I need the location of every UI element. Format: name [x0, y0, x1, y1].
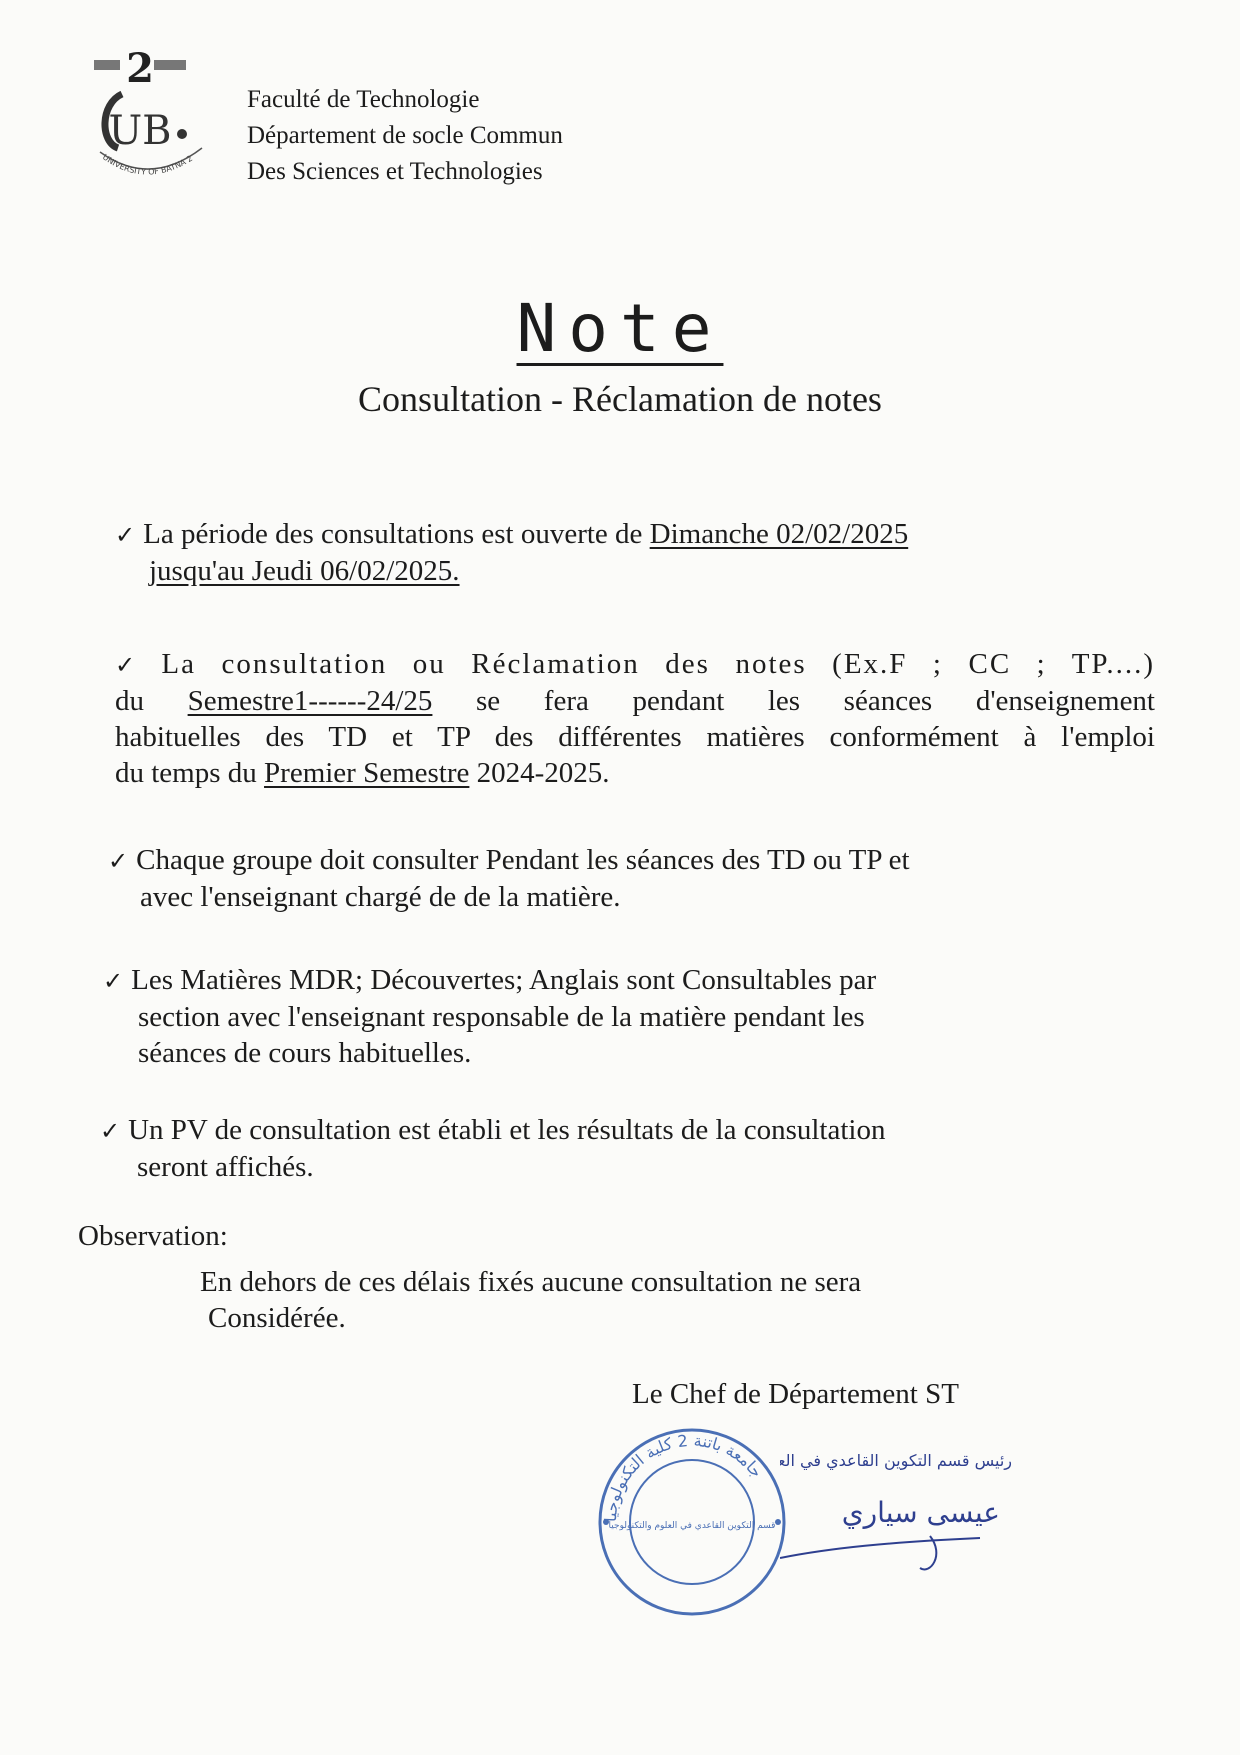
- list-item-pv: ✓ Un PV de consultation est établi et les résultats de la consultation seront affichés.: [100, 1114, 886, 1183]
- list-item-subjects: ✓ Les Matières MDR; Découvertes; Anglais sont Consultables par section avec l'enseignant responsable de la matière pendant les séances de cours habituelles.: [103, 964, 877, 1069]
- observation-text: En dehors de ces délais fixés aucune consultation ne sera Considérée.: [200, 1266, 862, 1334]
- page-subtitle: Consultation - Réclamation de notes: [358, 379, 882, 419]
- svg-text:UNIVERSITY OF BATNA 2: UNIVERSITY OF BATNA 2: [100, 152, 195, 177]
- stamp-center-text: قسم التكوين القاعدي في العلوم والتكنولوجيا: [608, 1521, 776, 1531]
- signatory-role: Le Chef de Département ST: [632, 1378, 959, 1410]
- svg-text:UB: UB: [108, 108, 172, 154]
- handwritten-signature: [780, 1440, 1020, 1600]
- header-sciences: Des Sciences et Technologies: [247, 158, 543, 185]
- svg-text:2: 2: [126, 52, 154, 92]
- observation-label: Observation:: [78, 1220, 228, 1252]
- list-item-period: ✓ La période des consultations est ouverte de Dimanche 02/02/2025 jusqu'au Jeudi 06/02/2025.: [115, 518, 909, 587]
- checkmark-icon: ✓: [100, 1117, 121, 1145]
- list-item-groups: ✓ Chaque groupe doit consulter Pendant les séances des TD ou TP et avec l'enseignant chargé de de la matière.: [108, 844, 910, 913]
- checkmark-icon: ✓: [115, 651, 154, 679]
- header-department: Département de socle Commun: [247, 122, 563, 149]
- signature-name-text: عيسى سياري: [841, 1496, 1000, 1529]
- header-faculty: Faculté de Technologie: [247, 86, 480, 113]
- list-item-consultation: ✓ La consultation ou Réclamation des notes (Ex.F ; CC ; TP....) du Semestre1------24/25 se fera pendant les séances d'enseignement habituelles des TD et TP des différentes matières conformément à l'emploi du temps du Premier Semestre 2024-2025.: [115, 648, 1156, 789]
- institution-header: [247, 82, 563, 190]
- university-logo: [92, 52, 212, 192]
- checkmark-icon: ✓: [115, 521, 136, 549]
- stamp-outer-text: جامعة باتنة 2 كلية التكنولوجيا: [600, 1430, 767, 1523]
- official-stamp: [592, 1422, 792, 1622]
- page-title: Note: [516, 290, 724, 367]
- checkmark-icon: ✓: [103, 967, 124, 995]
- checkmark-icon: ✓: [108, 847, 129, 875]
- signature-title-text: رئيس قسم التكوين القاعدي في الع: [780, 1451, 1012, 1470]
